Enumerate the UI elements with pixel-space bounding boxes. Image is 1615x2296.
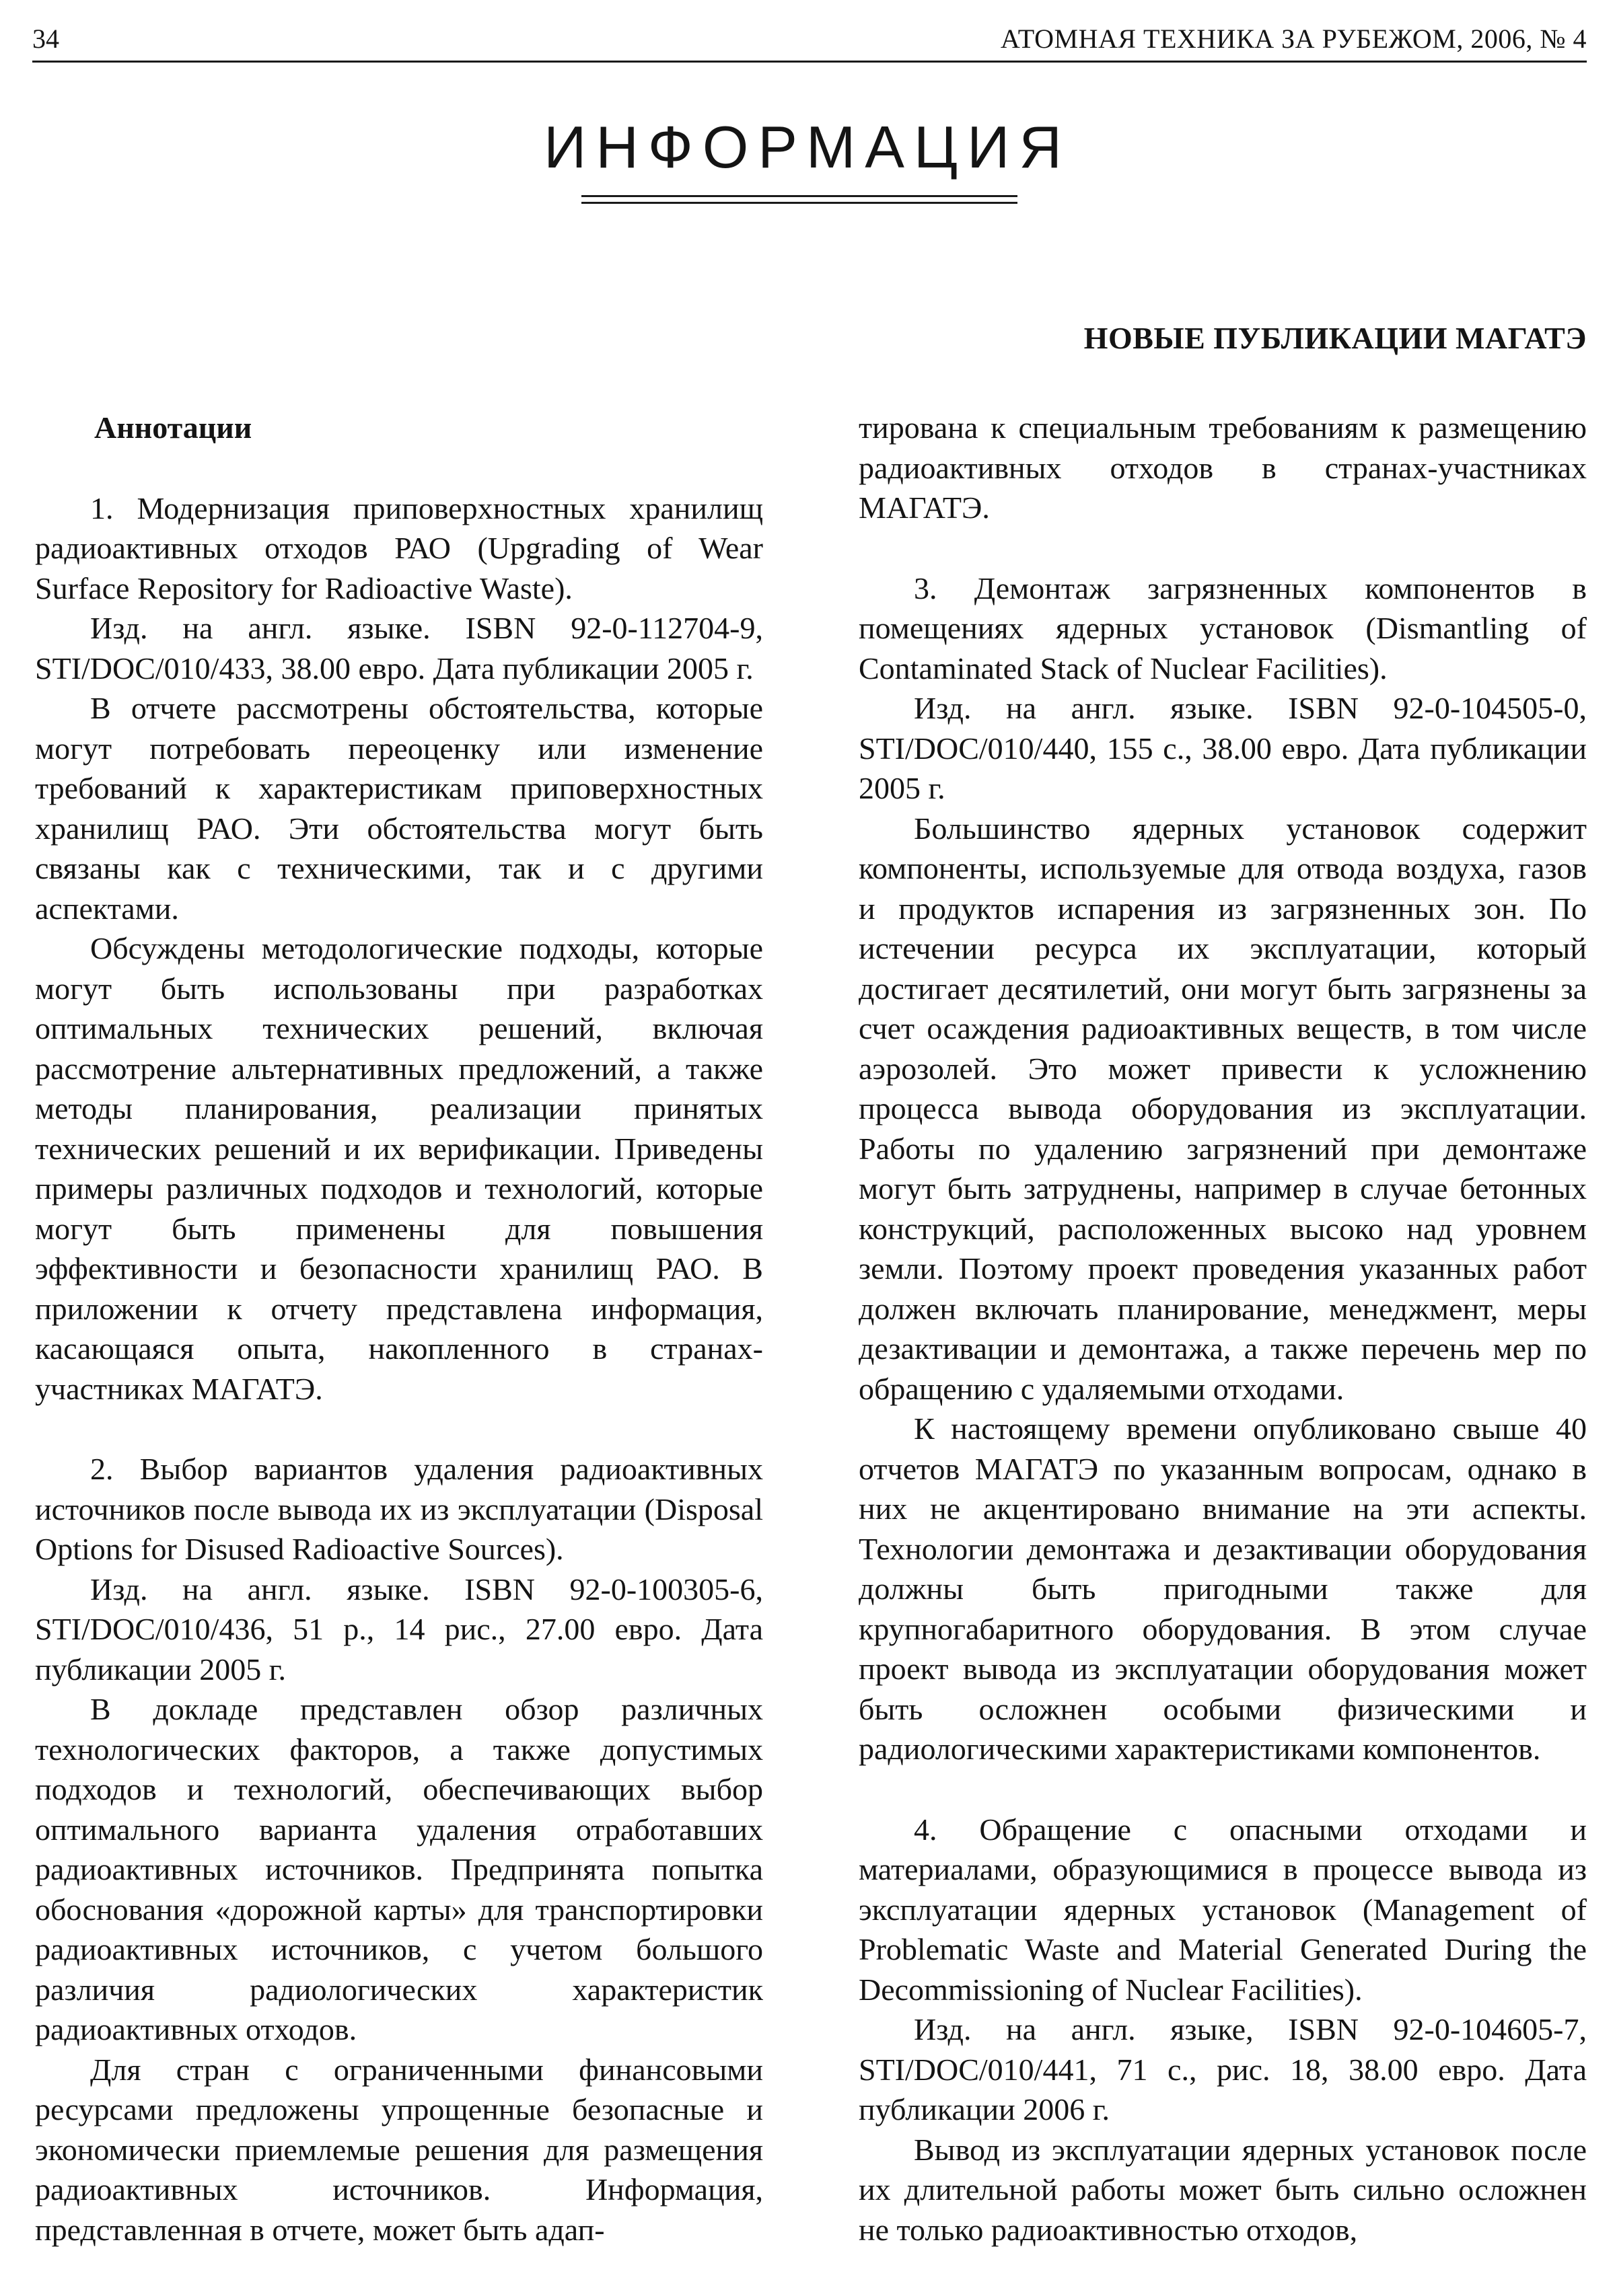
item-1-publication-info: Изд. на англ. языке. ISBN 92-0-112704-9, STI/DOC/010/433, 38.00 евро. Дата публикации 2005 г. — [35, 611, 763, 686]
annotations-heading: Аннотации — [94, 410, 252, 445]
item-1-paragraph-2: Обсуждены методологические подходы, которые могут быть использованы при разработках оптимальных технических решений, включая рассмотрение альтернативных предложений, а также методы планирования, реализации принятых технических решений и их верификации. Приведены примеры различных подходов и технологий, которые могут быть применены для повышения эффективности и безопасности хранилищ РАО. В приложении к отчету представлена информация, касающаяся опыта, накопленного в странах-участниках МАГАТЭ. — [35, 931, 763, 1406]
item-1-paragraph-1: В отчете рассмотрены обстоятельства, которые могут потребовать переоценку или изменение требований к характеристикам приповерхностных хранилищ РАО. Эти обстоятельства могут быть связаны как с техническими, так и с другими аспектами. — [35, 691, 763, 926]
right-column — [859, 408, 1587, 2285]
item-4-publication-info: Изд. на англ. языке, ISBN 92-0-104605-7, STI/DOC/010/441, 71 с., рис. 18, 38.00 евро. Дата публикации 2006 г. — [859, 2012, 1587, 2126]
subsection-heading: НОВЫЕ ПУБЛИКАЦИИ МАГАТЭ — [1083, 321, 1587, 355]
page-number: 34 — [32, 24, 59, 54]
section-title: ИНФОРМАЦИЯ — [544, 114, 1071, 180]
title-underline-bottom — [581, 202, 1017, 204]
item-2-publication-info: Изд. на англ. языке. ISBN 92-0-100305-6, STI/DOC/010/436, 51 p., 14 рис., 27.00 евро. Дата публикации 2005 г. — [35, 1571, 763, 1687]
item-3-paragraph-2: К настоящему времени опубликовано свыше 40 отчетов МАГАТЭ по указанным вопросам, однако в них не акцентировано внимание на эти аспекты. Технологии демонтажа и дезактивации оборудования должны быть пригодными также для крупногабаритного оборудования. В этом случае проект вывода из эксплуатации оборудования может быть осложнен особыми физическими и радиологическими характеристиками компонентов. — [859, 1411, 1587, 1766]
title-underline-top — [581, 195, 1017, 197]
item-4-paragraph-1: Вывод из эксплуатации ядерных установок после их длительной работы может быть сильно осложнен не только радиоактивностью отходов, — [859, 2132, 1587, 2247]
item-2-paragraph-1: В докладе представлен обзор различных технологических факторов, а также допустимых подходов и технологий, обеспечивающих выбор оптимального варианта удаления отработавших радиоактивных источников. Предпринята попытка обоснования «дорожной карты» для транспортировки радиоактивных источников, с учетом большого различия радиологических характеристик радиоактивных отходов. — [35, 1692, 763, 2046]
item-3-publication-info: Изд. на англ. языке. ISBN 92-0-104505-0, STI/DOC/010/440, 155 с., 38.00 евро. Дата публикации 2005 г. — [859, 691, 1587, 805]
item-2-title: 2. Выбор вариантов удаления радиоактивных источников после вывода их из эксплуатации (Disposal Options for Disused Radioactive Sources). — [35, 1452, 763, 1566]
item-4-title: 4. Обращение с опасными отходами и материалами, образующимися в процессе вывода из эксплуатации ядерных установок (Management of Problematic Waste and Material Generated During the Decommissioning of Nuclear Facilities). — [859, 1812, 1587, 2007]
journal-running-head: АТОМНАЯ ТЕХНИКА ЗА РУБЕЖОМ, 2006, № 4 — [1000, 24, 1587, 54]
item-3-paragraph-1: Большинство ядерных установок содержит компоненты, используемые для отвода воздуха, газов и продуктов испарения из загрязненных зон. По истечении ресурса их эксплуатации, который достигает десятилетий, они могут быть загрязнены за счет осаждения радиоактивных веществ, в том числе аэрозолей. Это может привести к усложнению процесса вывода оборудования из эксплуатации. Работы по удалению загрязнений при демонтаже могут быть затруднены, например в случае бетонных конструкций, расположенных высоко над уровнем земли. Поэтому проект проведения указанных работ должен включать планирование, менеджмент, меры дезактивации и демонтажа, а также перечень мер по обращению с удаляемыми отходами. — [859, 811, 1587, 1406]
page-header — [32, 17, 1587, 63]
left-column — [35, 408, 763, 2285]
item-2-paragraph-2: Для стран с ограниченными финансовыми ресурсами предложены упрощенные безопасные и экономически приемлемые решения для размещения радиоактивных источников. Информация, представленная в отчете, может быть адап- — [35, 2052, 763, 2247]
item-2-continuation: тирована к специальным требованиям к размещению радиоактивных отходов в странах-участниках МАГАТЭ. — [859, 410, 1587, 525]
item-1-title: 1. Модернизация приповерхностных хранилищ радиоактивных отходов РАО (Upgrading of Wear Surface Repository for Radioactive Waste). — [35, 490, 763, 605]
item-3-title: 3. Демонтаж загрязненных компонентов в помещениях ядерных установок (Dismantling of Contaminated Stack of Nuclear Facilities). — [859, 570, 1587, 686]
